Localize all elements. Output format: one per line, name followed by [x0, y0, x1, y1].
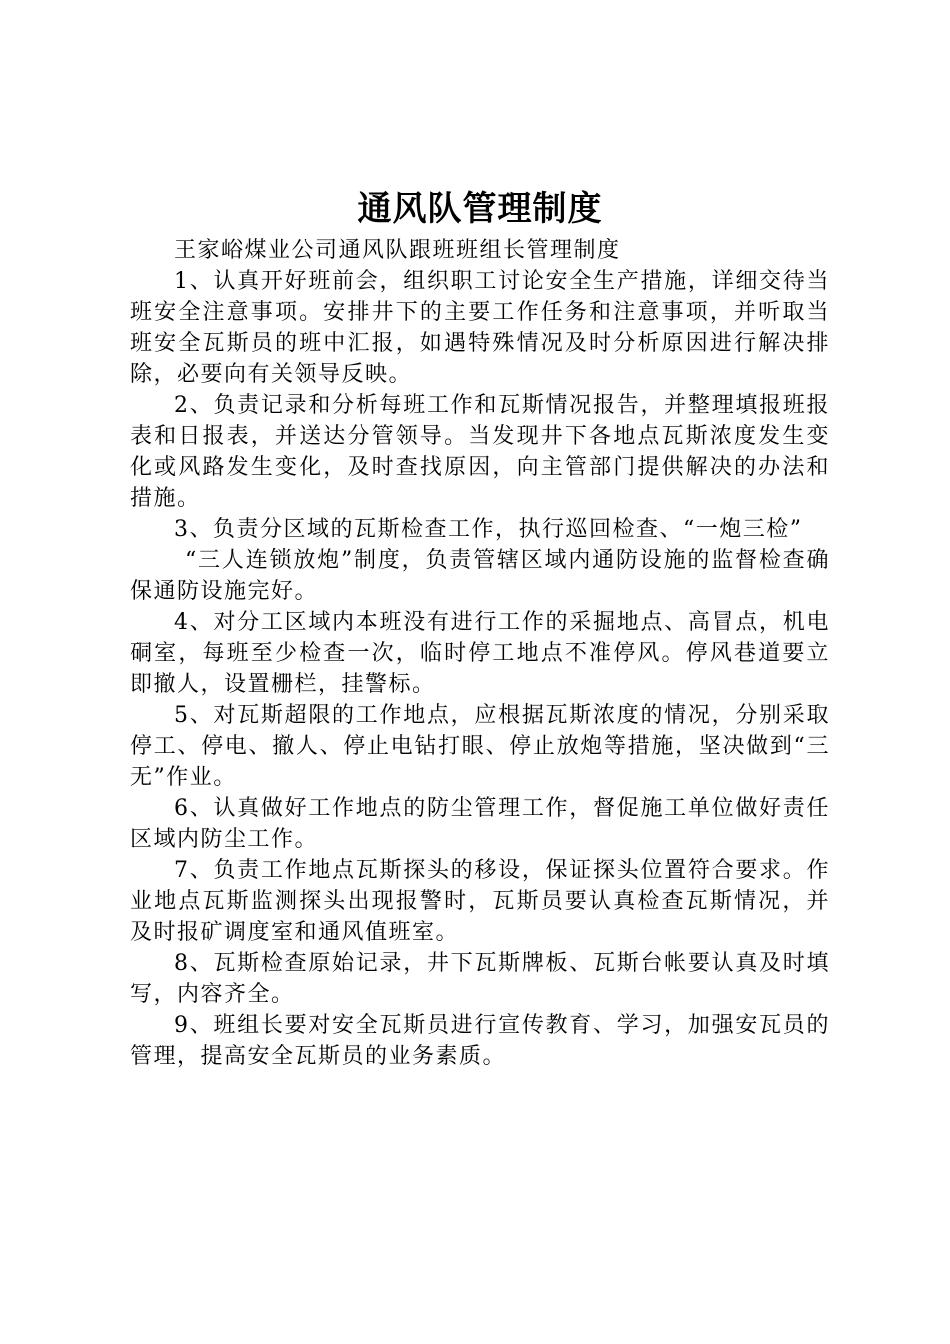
paragraph-2: 2、负责记录和分析每班工作和瓦斯情况报告，并整理填报班报表和日报表，并送达分管领导。当发现井下各地点瓦斯浓度发生变化或风路发生变化，及时查找原因，向主管部门提供解决的办法和措施。: [130, 393, 830, 511]
paragraph-1: 1、认真开好班前会，组织职工讨论安全生产措施，详细交待当班安全注意事项。安排井下的主要工作任务和注意事项，并听取当班安全瓦斯员的班中汇报，如遇特殊情况及时分析原因进行解决排除，必要向有关领导反映。: [130, 269, 830, 387]
paragraph-5: 5、对瓦斯超限的工作地点，应根据瓦斯浓度的情况，分别采取停工、停电、撤人、停止电钻打眼、停止放炮等措施，坚决做到“三无”作业。: [130, 703, 830, 790]
paragraph-8: 8、瓦斯检查原始记录，井下瓦斯牌板、瓦斯台帐要认真及时填写，内容齐全。: [130, 951, 830, 1007]
paragraph-7: 7、负责工作地点瓦斯探头的移设，保证探头位置符合要求。作业地点瓦斯监测探头出现报警时，瓦斯员要认真检查瓦斯情况，并及时报矿调度室和通风值班室。: [130, 858, 830, 945]
paragraph-4: 4、对分工区域内本班没有进行工作的采掘地点、高冒点，机电硐室，每班至少检查一次，临时停工地点不准停风。停风巷道要立即撤人，设置栅栏，挂警标。: [130, 610, 830, 697]
document-page: [130, 185, 830, 1072]
paragraph-9: 9、班组长要对安全瓦斯员进行宣传教育、学习，加强安瓦员的管理，提高安全瓦斯员的业务素质。: [130, 1013, 830, 1069]
document-subtitle: 王家峪煤业公司通风队跟班班组长管理制度: [174, 238, 621, 263]
paragraph-3: 3、负责分区域的瓦斯检查工作，执行巡回检查、“一炮三检”: [174, 517, 803, 542]
paragraph-3-continued: “三人连锁放炮”制度，负责管辖区域内通防设施的监督检查确保通防设施完好。: [130, 548, 830, 604]
paragraph-6: 6、认真做好工作地点的防尘管理工作，督促施工单位做好责任区域内防尘工作。: [130, 796, 830, 852]
document-title: 通风队管理制度: [357, 189, 603, 229]
